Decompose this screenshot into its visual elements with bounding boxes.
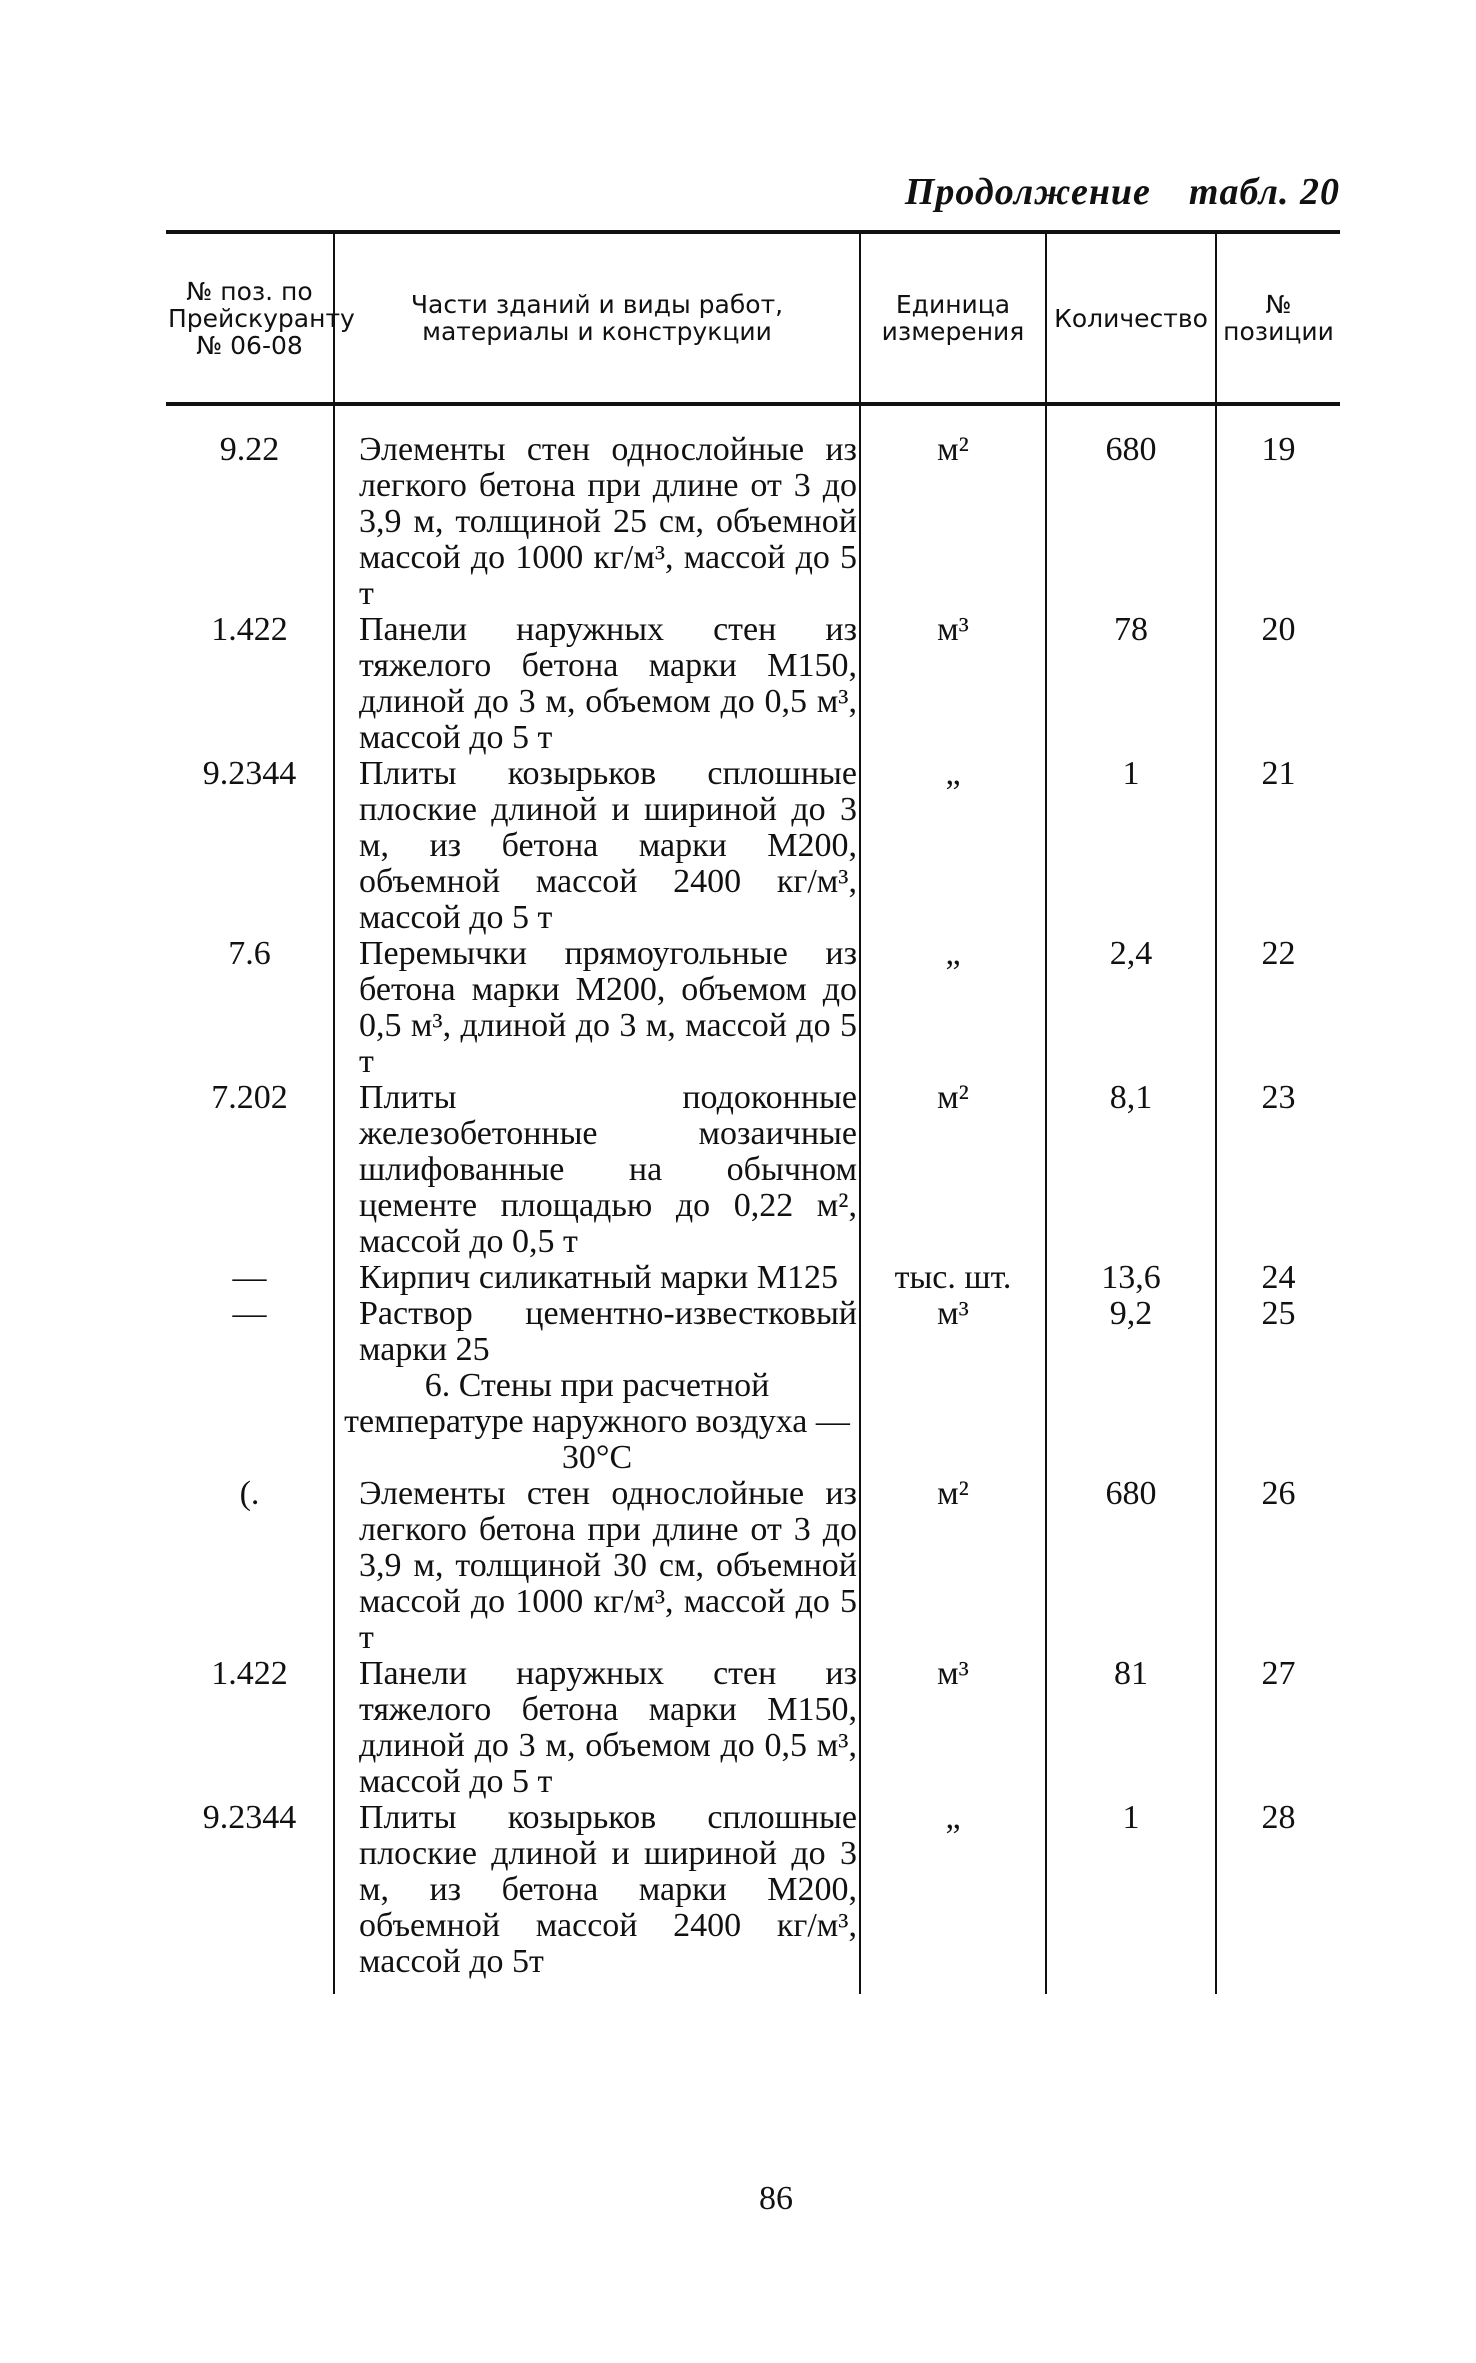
price-table (166, 230, 1340, 1994)
table-row (166, 1800, 1340, 1994)
cell-position: 25 (1261, 1295, 1296, 1332)
cell-unit: „ (945, 935, 961, 972)
cell-code: 9.2344 (202, 755, 297, 792)
cell-unit: м³ (937, 611, 969, 648)
caption-table-ref: табл. 20 (1188, 171, 1340, 213)
table-caption (0, 170, 1340, 214)
table-row (166, 612, 1340, 756)
caption-continuation: Продолжение (904, 171, 1151, 213)
cell-description: Плиты подоконные железобетонные мозаичные шлифованные на обычном цементе площадью до 0,22 м², массой до 0,5 т (334, 1080, 860, 1260)
cell-code: — (232, 1259, 267, 1296)
cell-code: (. (239, 1475, 260, 1512)
table-row (166, 1080, 1340, 1260)
cell-position: 28 (1261, 1799, 1296, 1836)
cell-code: 7.6 (228, 935, 271, 972)
cell-quantity: 13,6 (1046, 1260, 1216, 1296)
cell-quantity: 9,2 (1046, 1296, 1216, 1368)
cell-code: 7.202 (211, 1079, 288, 1116)
cell-description: Элементы стен однослойные из легкого бетона при длине от 3 до 3,9 м, толщиной 30 см, объемной массой до 1000 кг/м³, массой до 5 т (334, 1476, 860, 1656)
header-unit: Единица измерения (860, 232, 1046, 404)
cell-description: Плиты козырьков сплошные плоские длиной и шириной до 3 м, из бетона марки М200, объемной массой 2400 кг/м³, массой до 5т (334, 1800, 860, 1994)
cell-description: Кирпич силикатный марки М125 (334, 1260, 860, 1296)
cell-quantity: 1 (1046, 1800, 1216, 1994)
cell-description: Панели наружных стен из тяжелого бетона марки М150, длиной до 3 м, объемом до 0,5 м³, массой до 5 т (334, 612, 860, 756)
cell-unit: м³ (937, 1655, 969, 1692)
table-row (166, 1476, 1340, 1656)
cell-unit: м² (937, 1475, 969, 1512)
header-description: Части зданий и виды работ, материалы и конструкции (334, 232, 860, 404)
page-number: 86 (759, 2180, 793, 2217)
cell-quantity: 78 (1046, 612, 1216, 756)
header-quantity: Количество (1046, 232, 1216, 404)
cell-unit: „ (945, 1799, 961, 1836)
table-row (166, 1656, 1340, 1800)
cell-description: Плиты козырьков сплошные плоские длиной и шириной до 3 м, из бетона марки М200, объемной массой 2400 кг/м³, массой до 5 т (334, 756, 860, 936)
cell-description: Панели наружных стен из тяжелого бетона марки М150, длиной до 3 м, объемом до 0,5 м³, массой до 5 т (334, 1656, 860, 1800)
cell-description: Перемычки прямоугольные из бетона марки М200, объемом до 0,5 м³, длиной до 3 м, массой до 5 т (334, 936, 860, 1080)
header-code: № поз. по Прейскуранту № 06-08 (168, 276, 355, 360)
header-position: № позиции (1216, 232, 1340, 404)
cell-code: 1.422 (211, 611, 288, 648)
cell-position: 27 (1261, 1655, 1296, 1692)
cell-position: 21 (1261, 755, 1296, 792)
cell-position: 26 (1261, 1475, 1296, 1512)
cell-code: 9.22 (219, 431, 280, 468)
table-row (166, 404, 1340, 612)
cell-position: 20 (1261, 611, 1296, 648)
section-heading-row (166, 1368, 1340, 1476)
cell-position: 24 (1261, 1259, 1296, 1296)
table-row (166, 936, 1340, 1080)
cell-position: 22 (1261, 935, 1296, 972)
cell-quantity: 81 (1046, 1656, 1216, 1800)
cell-position: 19 (1261, 431, 1296, 468)
table-row (166, 756, 1340, 936)
cell-quantity: 2,4 (1046, 936, 1216, 1080)
table-header-row (166, 232, 1340, 404)
cell-unit: „ (945, 755, 961, 792)
cell-quantity: 680 (1046, 404, 1216, 612)
section-heading: 6. Стены при расчетной температуре наружного воздуха —30°С (334, 1368, 860, 1476)
table-row (166, 1296, 1340, 1368)
cell-quantity: 1 (1046, 756, 1216, 936)
cell-unit: тыс. шт. (894, 1259, 1012, 1296)
cell-description: Элементы стен однослойные из легкого бетона при длине от 3 до 3,9 м, толщиной 25 см, объемной массой до 1000 кг/м³, массой до 5 т (334, 404, 860, 612)
table-row (166, 1260, 1340, 1296)
cell-position: 23 (1261, 1079, 1296, 1116)
cell-code: — (232, 1295, 267, 1332)
cell-unit: м² (937, 431, 969, 468)
cell-description: Раствор цементно-известковый марки 25 (334, 1296, 860, 1368)
cell-code: 9.2344 (202, 1799, 297, 1836)
cell-quantity: 8,1 (1046, 1080, 1216, 1260)
cell-code: 1.422 (211, 1655, 288, 1692)
cell-unit: м² (937, 1079, 969, 1116)
cell-quantity: 680 (1046, 1476, 1216, 1656)
cell-unit: м³ (937, 1295, 969, 1332)
